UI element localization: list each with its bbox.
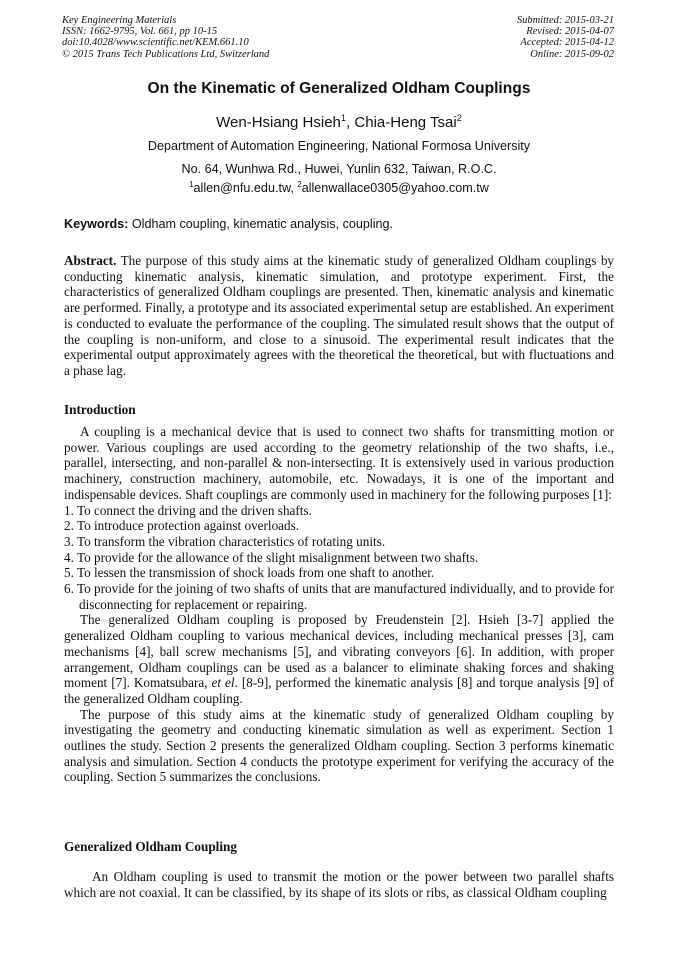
author-1: Wen-Hsiang Hsieh <box>216 114 341 131</box>
authors-line <box>0 114 678 131</box>
email-1: allen@nfu.edu.tw <box>193 181 291 195</box>
publication-dates <box>517 15 614 60</box>
email-line <box>0 181 678 195</box>
keywords-text: Oldham coupling, kinematic analysis, coupling. <box>131 217 393 231</box>
list-item: 5. To lessen the transmission of shock loads from one shaft to another. <box>64 565 435 581</box>
department: Department of Automation Engineering, National Formosa University <box>147 139 531 153</box>
section-2-paragraph-1: An Oldham coupling is used to transmit the motion or the power between two parallel shafts which are not coaxial. It can be classified, by its shape of its slots or ribs, as classical Oldham coupling <box>64 869 614 900</box>
list-item: 3. To transform the vibration characteristics of rotating units. <box>64 533 386 549</box>
email-2-marker: 2 <box>297 179 302 189</box>
intro-paragraph-2 <box>64 612 614 706</box>
intro-paragraph-1: A coupling is a mechanical device that is used to connect two shafts for transmitting motion or power. Various couplings are used according to the geometry relationship of the two shafts, i.e., parallel, intersecting, and non-parallel & non-intersecting. It is extensively used in various production machinery, construction machinery, automobile, etc. Nowadays, it is one of the important and indispensable devices. Shaft couplings are commonly used in machinery for the following purposes [1]: <box>64 424 614 502</box>
issn-line: ISSN: 1662-9795, Vol. 661, pp 10-15 <box>62 26 218 38</box>
list-item: 6. To provide for the joining of two shafts of units that are manufactured individually, and to provide for disconnecting for replacement or repairing. <box>64 581 614 612</box>
abstract-label: Abstract. <box>64 253 117 268</box>
copyright-line: © 2015 Trans Tech Publications Ltd, Switzerland <box>62 48 270 60</box>
author-2: Chia-Heng Tsai <box>354 114 457 131</box>
email-2: allenwallace0305@yahoo.com.tw <box>301 181 489 195</box>
intro-paragraph-3: The purpose of this study aims at the kinematic study of generalized Oldham coupling by investigating the geometry and conducting kinematic simulation as well as experiment. Section 1 outlines the study. Section 2 presents the generalized Oldham coupling. Section 3 performs kinematic analysis and simulation. Section 4 conducts the prototype experiment for verifying the accuracy of the coupling. Section 5 summarizes the conclusions. <box>64 706 614 785</box>
list-item: 2. To introduce protection against overloads. <box>64 518 300 534</box>
purposes-list <box>64 503 614 613</box>
paper-title: On the Kinematic of Generalized Oldham Couplings <box>147 80 531 97</box>
abstract-text: The purpose of this study aims at the kinematic study of generalized Oldham couplings by conducting kinematic analysis, kinematic simulation, and prototype experiment. First, the characteristics of generalized Oldham couplings are presented. Then, kinematic analysis and kinematic are performed. Finally, a prototype and its associated experimental setup are established. An experiment is conducted to evaluate the performance of the coupling. The simulated result shows that the output of the coupling is non-uniform, and close to a sinusoid. The experimental result indicates that the experimental output approximately agrees with the theoretical the theoretical, but with fluctuations and a phase lag. <box>64 253 615 378</box>
email-separator: , <box>290 181 298 195</box>
list-item: 1. To connect the driving and the driven shafts. <box>64 502 312 518</box>
email-1-marker: 1 <box>189 179 194 189</box>
et-al-text: et el <box>211 675 235 691</box>
revised-date: Revised: 2015-04-07 <box>526 26 614 38</box>
abstract <box>64 253 614 379</box>
doi-line: doi:10.4028/www.scientific.net/KEM.661.10 <box>62 37 249 49</box>
journal-info <box>62 15 269 60</box>
list-item: 4. To provide for the allowance of the slight misalignment between two shafts. <box>64 549 479 565</box>
keywords-label: Keywords: <box>64 217 129 231</box>
introduction-body <box>64 424 614 785</box>
introduction-heading: Introduction <box>64 402 136 417</box>
online-date: Online: 2015-09-02 <box>530 48 614 60</box>
intro-paragraph-2-part-b: . [8-9], performed the kinematic analysis [8] and torque analysis [9] of the generalized Oldham coupling. <box>64 675 614 706</box>
submitted-date: Submitted: 2015-03-21 <box>516 15 614 26</box>
section-2-body <box>64 869 614 900</box>
author-1-affil-marker: 1 <box>340 113 347 123</box>
intro-paragraph-2-part-a: The generalized Oldham coupling is proposed by Freudenstein [2]. Hsieh [3-7] applied the generalized Oldham coupling to various mechanical devices, including mechanical presses [3], cam mechanisms [4], ball screw mechanisms [5], and vibrating conveyors [6]. In addition, with proper arrangement, Oldham couplings can be used as a balancer to eliminate shaking forces and shaking moment [7]. Komatsubara, <box>64 612 614 691</box>
author-2-affil-marker: 2 <box>456 113 462 123</box>
author-separator: , <box>346 114 355 131</box>
address: No. 64, Wunhwa Rd., Huwei, Yunlin 632, Taiwan, R.O.C. <box>181 162 497 176</box>
section-2-heading: Generalized Oldham Coupling <box>64 839 237 854</box>
keywords <box>64 217 393 231</box>
journal-name: Key Engineering Materials <box>62 15 177 26</box>
accepted-date: Accepted: 2015-04-12 <box>520 37 614 49</box>
